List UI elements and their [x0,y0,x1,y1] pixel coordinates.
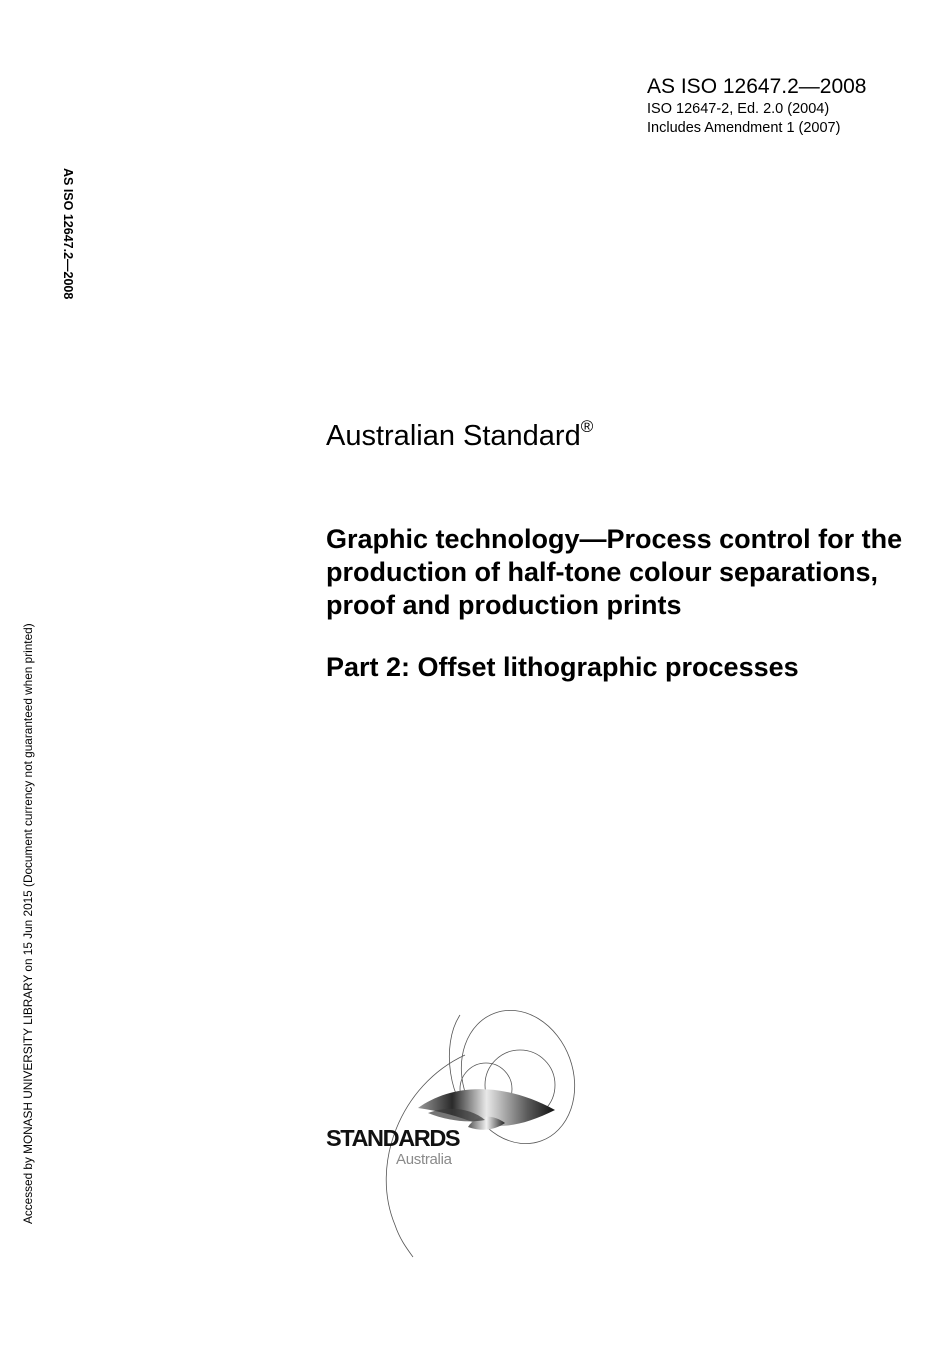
iso-reference: ISO 12647-2, Ed. 2.0 (2004) [647,101,830,117]
logo-wordmark: STANDARDS [326,1125,460,1151]
logo-subtext: Australia [396,1151,452,1168]
standards-australia-logo [300,1005,600,1265]
document-number: AS ISO 12647.2—2008 [647,75,867,98]
document-title: Graphic technology—Process control for the production of half-tone colour separations, proof and production prints [326,524,903,620]
amendment-note: Includes Amendment 1 (2007) [647,120,841,136]
part-title: Part 2: Offset lithographic processes [326,652,799,682]
access-note: Accessed by MONASH UNIVERSITY LIBRARY on 15 Jun 2015 (Document currency not guaranteed when printed) [21,623,35,1225]
document-header [647,74,867,138]
registered-mark: ® [580,417,594,437]
spine-label: AS ISO 12647.2—2008 [61,168,75,300]
standard-series [326,418,593,454]
series-name: Australian Standard [326,420,581,452]
